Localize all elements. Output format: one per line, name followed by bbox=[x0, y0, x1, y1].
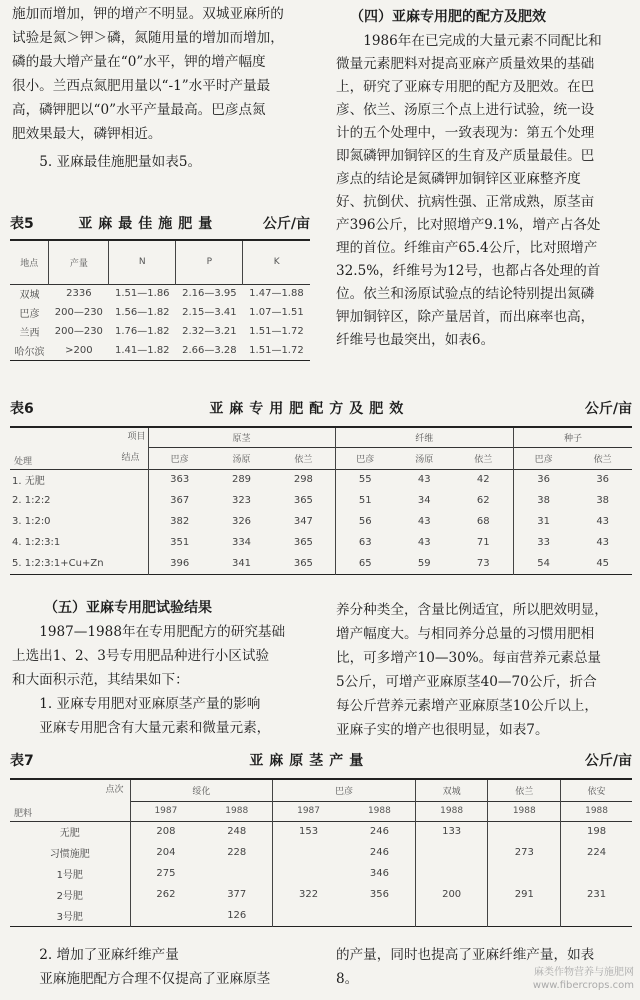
table6-subheader: 依兰 bbox=[474, 454, 493, 465]
table-cell: 382 bbox=[148, 511, 211, 532]
table-cell: 哈尔滨 bbox=[14, 346, 45, 358]
table-cell: 2.16—3.95 bbox=[182, 288, 237, 300]
table6-group: 原茎 bbox=[148, 427, 335, 447]
text-line: 钾加铜锌区，除产量居首，而出麻率也高， bbox=[336, 309, 595, 325]
text-line: 的产量，同时也提高了亚麻纤维产量，如表 bbox=[336, 947, 595, 963]
table-cell: 36 bbox=[596, 474, 610, 486]
table-cell: 1.47—1.88 bbox=[249, 288, 304, 300]
watermark-url: www.fibercrops.com bbox=[532, 980, 634, 991]
table-cell: 262 bbox=[130, 884, 201, 905]
table-cell: 1.51—1.72 bbox=[249, 326, 304, 337]
table-cell: 363 bbox=[148, 469, 211, 490]
table6-subheader: 巴彦 bbox=[335, 447, 395, 469]
text-line: 位。依兰和汤原试验点的结论特别提出氮磷 bbox=[336, 286, 595, 302]
table-cell: 224 bbox=[561, 842, 632, 863]
table6-corner bbox=[10, 427, 148, 469]
table-cell: 43 bbox=[417, 474, 431, 486]
table-cell: 45 bbox=[596, 557, 610, 569]
table-row bbox=[10, 863, 632, 884]
table-cell: 2.66—3.28 bbox=[182, 344, 237, 356]
table-cell: 365 bbox=[293, 557, 313, 569]
table-cell: 1.76—1.82 bbox=[115, 326, 170, 337]
table-cell: 1. 无肥 bbox=[12, 476, 45, 488]
table-cell: 231 bbox=[561, 884, 632, 905]
table-row bbox=[10, 490, 632, 511]
table-cell: 126 bbox=[227, 909, 247, 921]
table-cell bbox=[201, 863, 272, 884]
table-cell: 298 bbox=[293, 474, 313, 486]
table-cell: 4. 1:2:3:1 bbox=[12, 537, 61, 548]
text-line: 产396公斤，比对照增产9.1%，增产占各处 bbox=[336, 217, 601, 233]
table-cell: 31 bbox=[513, 511, 573, 532]
table-cell bbox=[488, 905, 561, 926]
table6-subheader: 巴彦 bbox=[513, 447, 573, 469]
left-top-text bbox=[12, 2, 310, 174]
table-cell: 273 bbox=[488, 842, 561, 863]
table5-block bbox=[10, 213, 310, 361]
table-cell: 246 bbox=[369, 826, 389, 838]
table5-header: 产量 bbox=[49, 240, 109, 284]
table-cell: 208 bbox=[130, 821, 201, 842]
table5-unit: 公斤/亩 bbox=[262, 216, 310, 232]
table-cell: 341 bbox=[231, 557, 252, 569]
table-row bbox=[10, 553, 632, 574]
table-cell: 54 bbox=[513, 553, 573, 574]
text-line: 5公斤，可增产亚麻原茎40—70公斤，折合 bbox=[336, 674, 597, 690]
table7-group: 绥化 bbox=[130, 779, 273, 801]
table7-label: 表7 bbox=[10, 753, 34, 769]
table7-year: 1988 bbox=[225, 806, 249, 816]
text-line: 肥效果最大，磷钾相近。 bbox=[12, 126, 162, 142]
table7-corner-top: 点次 bbox=[105, 785, 124, 795]
table-cell: 204 bbox=[130, 842, 201, 863]
table-cell: 346 bbox=[369, 868, 389, 879]
table-cell: 2336 bbox=[66, 288, 92, 300]
table6-label: 表6 bbox=[10, 401, 34, 417]
table5-title: 亚麻最佳施肥量 bbox=[78, 216, 219, 232]
table-cell: 323 bbox=[231, 495, 252, 506]
table6-subheader: 依兰 bbox=[593, 454, 612, 465]
text-line: 亚麻子实的增产也很明显，如表7。 bbox=[336, 722, 549, 738]
table-cell: 1.41—1.82 bbox=[115, 344, 170, 356]
text-line: 1987—1988年在专用肥配方的研究基础 bbox=[39, 624, 286, 640]
table-cell: 巴彦 bbox=[19, 309, 40, 320]
table-cell: 43 bbox=[596, 516, 610, 527]
table-cell bbox=[273, 842, 344, 863]
table5 bbox=[10, 239, 310, 361]
table-cell: 63 bbox=[335, 532, 395, 553]
table-cell: 365 bbox=[293, 495, 313, 506]
table-cell: 198 bbox=[561, 821, 632, 842]
table-row bbox=[10, 842, 632, 863]
table7-unit: 公斤/亩 bbox=[584, 753, 632, 769]
table-cell bbox=[561, 863, 632, 884]
text-line: 很小。兰西点氮肥用量以“-1”水平时产量最 bbox=[12, 78, 271, 94]
text-line: 计的五个处理中，一致表现为：第五个处理 bbox=[336, 125, 595, 141]
text-line: 比，可多增产10—30%。每亩营养元素总量 bbox=[336, 650, 602, 666]
table-cell: 38 bbox=[513, 490, 573, 511]
table-cell: 356 bbox=[369, 889, 389, 900]
table-cell: 62 bbox=[476, 495, 490, 506]
table-cell: 200—230 bbox=[54, 307, 103, 318]
table-cell: 334 bbox=[231, 537, 252, 548]
table-cell: 38 bbox=[596, 495, 610, 506]
table-cell: 133 bbox=[415, 821, 488, 842]
text-line: 8。 bbox=[336, 971, 359, 987]
table-cell: 55 bbox=[335, 469, 395, 490]
text-line: 32.5%，纤维号为12号，也都占各处理的首 bbox=[336, 263, 601, 279]
text-line: 和大面积示范，其结果如下： bbox=[12, 672, 189, 688]
table-cell: 51 bbox=[335, 490, 395, 511]
table7-title: 亚麻原茎产量 bbox=[249, 753, 370, 769]
table7-year: 1988 bbox=[367, 806, 391, 816]
section4-heading: （四）亚麻专用肥的配方及肥效 bbox=[350, 9, 546, 25]
table7 bbox=[10, 778, 632, 927]
table-cell bbox=[488, 821, 561, 842]
text-line: 上选出1、2、3号专用肥品种进行小区试验 bbox=[12, 648, 270, 664]
text-line: 纤维号也最突出，如表6。 bbox=[336, 332, 495, 348]
table-cell: 1.56—1.82 bbox=[115, 307, 170, 318]
table-cell: 59 bbox=[417, 557, 431, 569]
table-cell: 365 bbox=[293, 537, 313, 548]
table6-corner-mid: 结点 bbox=[121, 453, 140, 463]
table5-header: K bbox=[243, 240, 310, 284]
text-line: 每公斤营养元素增产亚麻原茎10公斤以上， bbox=[336, 698, 598, 714]
text-line: 1986年在已完成的大量元素不同配比和 bbox=[363, 33, 602, 49]
table-cell bbox=[561, 905, 632, 926]
table7-corner bbox=[10, 779, 130, 821]
table6-subheader: 依兰 bbox=[294, 454, 313, 465]
right-top-text bbox=[336, 30, 634, 352]
table-row bbox=[10, 469, 632, 490]
table7-year: 1988 bbox=[488, 801, 561, 821]
table6-unit: 公斤/亩 bbox=[584, 401, 632, 417]
table-cell: 367 bbox=[148, 490, 211, 511]
table-cell: 275 bbox=[130, 863, 201, 884]
table6-group: 纤维 bbox=[335, 427, 513, 447]
table-cell: 36 bbox=[513, 469, 573, 490]
table-row bbox=[10, 341, 310, 360]
table-cell: 兰西 bbox=[19, 328, 40, 339]
text-line: 彦、依兰、汤原三个点上进行试验，统一设 bbox=[336, 102, 595, 118]
table-cell bbox=[273, 905, 344, 926]
table-cell: 200—230 bbox=[54, 326, 103, 337]
table7-corner-left: 肥料 bbox=[14, 808, 33, 819]
table-cell: 1.07—1.51 bbox=[249, 307, 304, 318]
table-cell: 34 bbox=[417, 495, 431, 506]
table7-year: 1987 bbox=[273, 801, 344, 821]
table-cell bbox=[415, 905, 488, 926]
table-cell bbox=[488, 863, 561, 884]
table-cell: 377 bbox=[227, 889, 247, 900]
table-cell: 347 bbox=[293, 516, 313, 527]
text-line: 理的首位。纤维亩产65.4公斤，比对照增产 bbox=[336, 240, 598, 256]
table-row bbox=[10, 905, 632, 926]
table-cell bbox=[344, 905, 415, 926]
table-cell bbox=[415, 842, 488, 863]
table-cell: 200 bbox=[415, 884, 488, 905]
table-cell: 3. 1:2:0 bbox=[12, 516, 51, 527]
table-cell: 56 bbox=[335, 511, 395, 532]
text-line: 即氮磷钾加铜锌区的生育及产质量最佳。巴 bbox=[336, 148, 595, 164]
table5-header: N bbox=[109, 240, 176, 284]
table-row bbox=[10, 322, 310, 341]
table7-block bbox=[10, 750, 632, 927]
table-cell: 71 bbox=[476, 537, 490, 548]
table-row bbox=[10, 884, 632, 905]
table6-subheader: 汤原 bbox=[415, 454, 434, 465]
table6-subheader: 巴彦 bbox=[148, 447, 211, 469]
section5-right-text bbox=[336, 598, 634, 742]
table6 bbox=[10, 426, 632, 575]
table-cell: 248 bbox=[227, 826, 247, 838]
table-cell: 42 bbox=[476, 474, 490, 486]
table6-corner-left: 处理 bbox=[14, 456, 33, 467]
table-cell: 65 bbox=[335, 553, 395, 574]
table-cell bbox=[130, 905, 201, 926]
table-cell: 1.51—1.86 bbox=[115, 288, 170, 300]
table7-group: 依兰 bbox=[488, 779, 561, 801]
item-5: 5. 亚麻最佳施肥量如表5。 bbox=[39, 154, 202, 170]
table-cell: 33 bbox=[513, 532, 573, 553]
table-cell: 289 bbox=[231, 474, 252, 486]
table-cell: 351 bbox=[148, 532, 211, 553]
table-cell: 3号肥 bbox=[56, 911, 83, 923]
table-cell: 68 bbox=[476, 516, 490, 527]
table-cell: 5. 1:2:3:1+Cu+Zn bbox=[12, 557, 104, 569]
section5-sub1: 1. 亚麻专用肥对亚麻原茎产量的影响 bbox=[39, 696, 261, 712]
table-row bbox=[10, 532, 632, 553]
table-cell: 43 bbox=[417, 537, 431, 548]
table-cell: 73 bbox=[476, 557, 490, 569]
table7-caption bbox=[10, 750, 632, 770]
table5-label: 表5 bbox=[10, 216, 34, 232]
table-cell: 双城 bbox=[19, 290, 40, 302]
table5-header: P bbox=[176, 240, 243, 284]
table7-group: 巴彦 bbox=[273, 779, 416, 801]
table-cell: 396 bbox=[148, 553, 211, 574]
table-cell: 322 bbox=[273, 884, 344, 905]
table-cell: 153 bbox=[273, 821, 344, 842]
text-line: 彦点的结论是氮磷钾加铜锌区亚麻整齐度 bbox=[336, 171, 581, 187]
table6-title: 亚麻专用肥配方及肥效 bbox=[209, 401, 410, 417]
text-line: 养分种类全，含量比例适宜，所以肥效明显， bbox=[336, 602, 608, 618]
bottom-sub2: 2. 增加了亚麻纤维产量 bbox=[39, 947, 179, 963]
table-row bbox=[10, 821, 632, 842]
table-cell: 43 bbox=[417, 516, 431, 527]
bottom-left-text bbox=[12, 943, 310, 991]
table-row bbox=[10, 511, 632, 532]
text-line: 亚麻施肥配方合理不仅提高了亚麻原茎 bbox=[39, 971, 271, 987]
table5-header: 地点 bbox=[20, 258, 39, 269]
table7-group: 双城 bbox=[415, 779, 488, 801]
table-cell: 1.51—1.72 bbox=[249, 344, 304, 356]
table-cell: 2.32—3.21 bbox=[182, 326, 237, 337]
table7-year: 1988 bbox=[561, 801, 632, 821]
watermark-line: 麻类作物营养与施肥网 bbox=[534, 967, 634, 978]
text-line: 上，研究了亚麻专用肥的配方及肥效。在巴 bbox=[336, 79, 595, 95]
table-cell: 43 bbox=[596, 537, 610, 548]
table-cell: 无肥 bbox=[59, 828, 80, 840]
text-line: 好、抗倒伏、抗病性强、正常成熟，原茎亩 bbox=[336, 194, 595, 210]
table-cell bbox=[273, 863, 344, 884]
table-row bbox=[10, 303, 310, 322]
table7-year: 1988 bbox=[415, 801, 488, 821]
text-line: 磷的最大增产量在“0”水平，钾的增产幅度 bbox=[12, 54, 266, 70]
table-cell: 2. 1:2:2 bbox=[12, 495, 51, 506]
table-cell: 习惯施肥 bbox=[49, 849, 90, 860]
table6-group: 种子 bbox=[513, 427, 632, 447]
text-line: 增产幅度大。与相同养分总量的习惯用肥相 bbox=[336, 626, 595, 642]
text-line: 高，磷钾肥以“0”水平产量最高。巴彦点氮 bbox=[12, 102, 266, 118]
table-cell: >200 bbox=[65, 344, 93, 356]
table6-caption bbox=[10, 398, 632, 418]
table-cell: 246 bbox=[369, 847, 389, 858]
table-cell: 228 bbox=[227, 847, 247, 858]
text-line: 微量元素肥料对提高亚麻产质量效果的基础 bbox=[336, 56, 595, 72]
text-line: 试验是氮＞钾＞磷，氮随用量的增加而增加， bbox=[12, 30, 284, 46]
section5-left-text bbox=[12, 620, 310, 740]
section5-heading: （五）亚麻专用肥试验结果 bbox=[44, 600, 212, 616]
table7-group: 依安 bbox=[561, 779, 632, 801]
table6-subheader: 汤原 bbox=[232, 454, 251, 465]
site-watermark bbox=[533, 966, 634, 992]
table-row bbox=[10, 284, 310, 303]
text-line: 施加而增加，钾的增产不明显。双城亚麻所的 bbox=[12, 6, 284, 22]
table-cell: 2.15—3.41 bbox=[182, 307, 237, 318]
table-cell bbox=[415, 863, 488, 884]
table-cell: 326 bbox=[231, 516, 252, 527]
table7-year: 1987 bbox=[130, 801, 201, 821]
table-cell: 2号肥 bbox=[56, 891, 83, 902]
table-cell: 291 bbox=[488, 884, 561, 905]
table-cell: 1号肥 bbox=[56, 870, 83, 881]
table6-block bbox=[10, 398, 632, 575]
table5-caption bbox=[10, 213, 310, 233]
text-line: 亚麻专用肥含有大量元素和微量元素， bbox=[39, 720, 271, 736]
table6-corner-top: 项目 bbox=[127, 432, 146, 442]
